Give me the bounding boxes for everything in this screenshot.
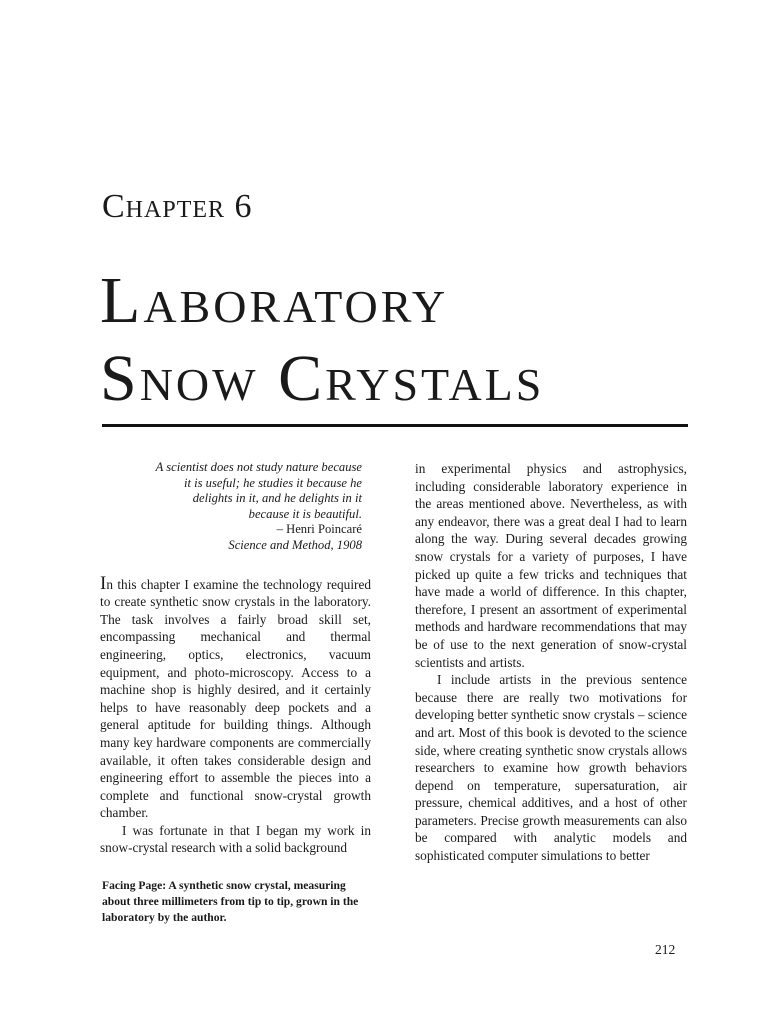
left-column [100, 460, 371, 857]
epigraph-line: A scientist does not study nature because [155, 460, 362, 474]
paragraph-text: n this chapter I examine the technology required to create synthetic snow crystals in the laboratory. The task involves a fairly broad skill set, encompassing mechanical and thermal engineering, optics, electronics, vacuum equipment, and photo-microscopy. Access to a machine shop is highly desired, and it certainly helps to have reasonably deep pockets and a general aptitude for building things. Although many key hardware components are commercially available, it often takes considerable design and engineering effort to assemble the pieces into a complete and functional snow-crystal growth chamber. [100, 576, 371, 821]
body-paragraph-1 [100, 574, 371, 822]
body-paragraph-2-continued: in experimental physics and astrophysics, including considerable laboratory experience in the areas mentioned above. Nevertheless, as with any endeavor, there was a great deal I had to learn along the way. During several decades growing snow crystals for a variety of purposes, I have picked up quite a few tricks and techniques that have made a world of difference. In this chapter, therefore, I present an assortment of experimental methods and hardware recommendations that may be of use to the next generation of snow-crystal scientists and artists. [415, 461, 687, 670]
caption: Facing Page: A synthetic snow crystal, measuring about three millimeters from tip to tip, grown in the laboratory by the author. [102, 879, 359, 924]
title-rule [102, 424, 688, 427]
right-column [415, 460, 687, 865]
epigraph-line: it is useful; he studies it because he [183, 475, 362, 490]
chapter-title-line1: Laboratory [100, 264, 449, 337]
epigraph [100, 460, 371, 554]
epigraph-source: Science and Method, 1908 [228, 537, 362, 552]
chapter-title [100, 262, 544, 418]
page-number: 212 [655, 942, 676, 957]
body-paragraph-3: I include artists in the previous sentence because there are really two motivations for developing better synthetic snow crystals – science and art. Most of this book is devoted to the science side, where creating synthetic snow crystals allows researchers to examine how growth behaviors depend on temperature, supersaturation, air pressure, chemical additives, and a host of other parameters. Precise growth measurements can also be compared with analytic models and sophisticated computer simulations to better [415, 672, 687, 864]
chapter-label: Chapter 6 [102, 188, 253, 225]
epigraph-author: – Henri Poincaré [276, 522, 362, 537]
epigraph-line: delights in it, and he delights in it [192, 491, 362, 506]
chapter-title-line2: Snow Crystals [100, 342, 545, 415]
drop-cap: I [100, 572, 107, 594]
body-paragraph-2-start: I was fortunate in that I began my work in snow-crystal research with a solid background [100, 822, 371, 856]
epigraph-line: because it is beautiful. [248, 506, 362, 521]
